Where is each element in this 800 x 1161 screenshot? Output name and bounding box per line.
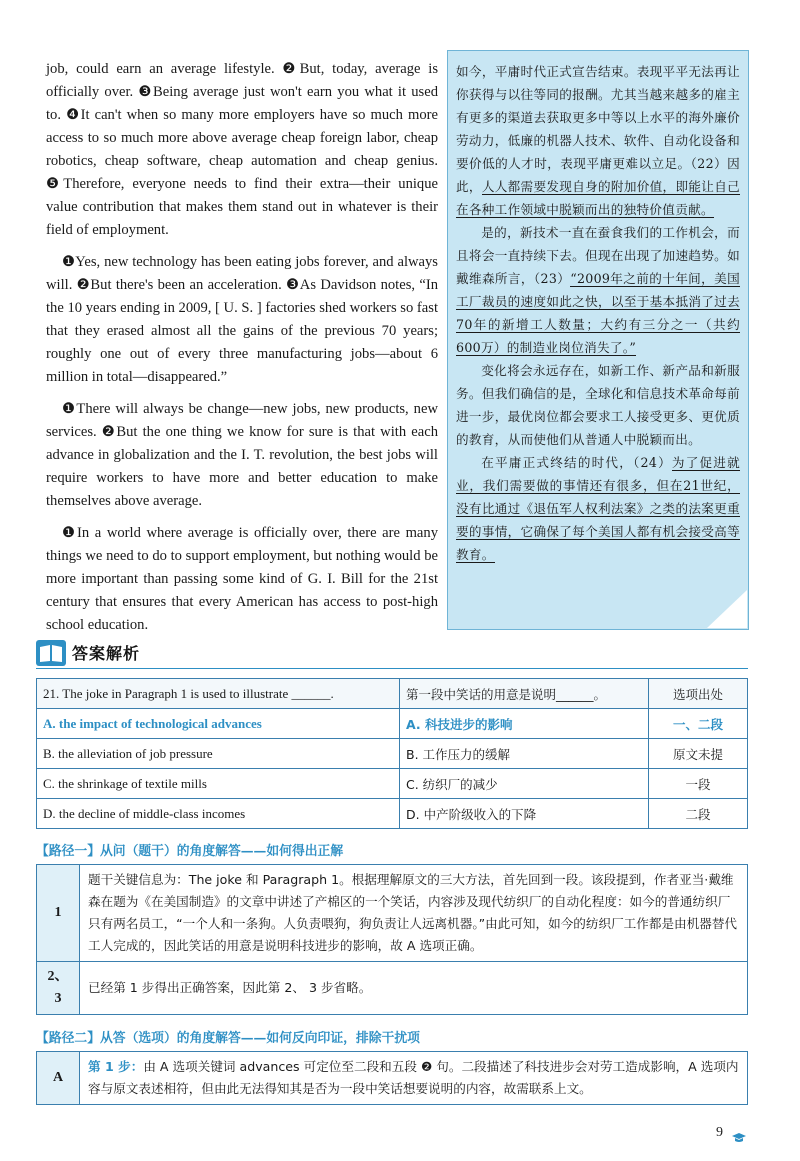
section-divider [36,668,748,669]
option-cn: B. 工作压力的缓解 [400,739,649,769]
option-cn: A. 科技进步的影响 [400,709,649,739]
option-cn: D. 中产阶级收入的下降 [400,799,649,829]
path-one-heading: 【路径一】从问（题干）的角度解答——如何得出正解 [36,844,344,859]
translation-paragraph-2 [456,221,740,359]
step-label: 第 1 步： [88,1059,144,1074]
option-source: 原文未提 [649,739,748,769]
option-source: 一段 [649,769,748,799]
table-row [37,865,748,962]
option-en: C. the shrinkage of textile mills [37,769,400,799]
option-en: B. the alleviation of job pressure [37,739,400,769]
source-header: 选项出处 [649,679,748,709]
option-en: A. the impact of technological advances [37,709,400,739]
translation-p2-underlined: “2009年之前的十年间，美国工厂裁员的速度如此之快，以至于基本抵消了过去70年的新增工人数量；大约有三分之一（共约600万）的制造业岗位消失了。” [456,271,740,355]
table-row [37,799,748,829]
english-paragraph-1: job, could earn an average lifestyle. ❷But, today, average is officially over. ❸Being average just won't earn you what it used to. ❹It can't when so many more employers have so much more access to so much more above average cheap foreign labor, cheap robotics, cheap software, cheap automation and cheap genius. ❺Therefore, everyone needs to find their extra—their unique value contribution that makes them stand out in whatever is their field of employment. [46,61,438,238]
translation-p2-text: 是的，新技术一直在蚕食我们的工作机会，而且将会一直持续下去。但现在出现了加速趋势。如戴维森所言，（23） [456,225,740,286]
english-paragraph-4: ❶In a world where average is officially over, there are many things we need to do to support employment, but nothing would be more important than passing some kind of G. I. Bill for the 21st century that ensures that every American has access to post-high school education. [46,525,438,633]
translation-p1-text: 如今，平庸时代正式宣告结束。表现平平无法再让你获得与以往等同的报酬。尤其当越来越多的雇主有更多的渠道去获取更多中等以上水平的海外廉价劳动力，低廉的机器人技术、软件、自动化设备和要价低的人才时，表现平庸更难以立足。（22）因此， [456,64,740,194]
translation-paragraph-1 [456,60,740,221]
question-cn: 第一段中笑话的用意是说明______。 [400,679,649,709]
step-key: 2、3 [37,962,80,1015]
table-row [37,1052,748,1105]
translation-p4-text: 在平庸正式终结的时代，（24） [481,455,672,470]
table-header-row [37,679,748,709]
english-paragraph-3: ❶There will always be change—new jobs, new products, new services. ❷But the one thing we know for sure is that with each advance in globalization and the I. T. revolution, the best jobs will require workers to have more and better education to make themselves above average. [46,401,438,509]
translation-text [456,60,740,566]
english-passage [46,58,438,646]
option-source: 二段 [649,799,748,829]
section-title: 答案解析 [72,644,141,663]
translation-paragraph-3: 变化将会永远存在，如新工作、新产品和新服务。但我们确信的是，全球化和信息技术革命每前进一步，最优岗位都会要求工人接受更多、更优质的教育，从而使他们从普通人中脱颖而出。 [456,363,740,447]
table-row [37,739,748,769]
page-curl-corner [707,590,747,628]
path-one-steps [36,864,748,1015]
translation-p4-underlined: 为了促进就业，我们需要做的事情还有很多，但在21世纪，没有比通过《退伍军人权利法案》之类的法案更重要的事情，它确保了每个美国人都有机会接受高等教育。 [456,455,741,562]
table-row [37,709,748,739]
step-text: 已经第 1 步得出正确答案，因此第 2、 3 步省略。 [80,962,748,1015]
table-row [37,769,748,799]
option-cn: C. 纺织厂的减少 [400,769,649,799]
translation-p1-underlined: 人人都需要发现自身的附加价值，即能让自己在各种工作领域中脱颖而出的独特价值贡献。 [456,179,740,217]
step-text: 题干关键信息为：The joke 和 Paragraph 1。根据理解原文的三大方法，首先回到一段。该段提到，作者亚当·戴维森在题为《在美国制造》的文章中讲述了产棉区的一个笑话，内容涉及现代纺织厂的自动化程度：如今的普通纺织厂只有两名员工，“一个人和一条狗。人负责喂狗，狗负责让人远离机器。”由此可知，如今的纺织厂工作都是由机器替代工人完成的，因此笑话的用意是说明科技进步的影响，故 A 选项正确。 [80,865,748,962]
table-row [37,962,748,1015]
step-key: 1 [37,865,80,962]
option-en: D. the decline of middle-class incomes [37,799,400,829]
path-two-heading: 【路径二】从答（选项）的角度解答——如何反向印证，排除干扰项 [36,1031,420,1046]
english-paragraph-2: ❶Yes, new technology has been eating jobs forever, and always will. ❷But there's been an acceleration. ❸As Davidson notes, “In the 10 years ending in 2009, [ U. S. ] factories shed workers so fast that they erased almost all the gains of the previous 70 years; roughly one out of every three manufacturing jobs—about 6 million in total—disappeared.” [46,254,438,385]
options-table [36,678,748,829]
graduation-cap-icon [732,1128,746,1138]
page-number: 9 [716,1125,723,1140]
translation-paragraph-4 [456,451,740,566]
book-icon [36,640,66,666]
question-en: 21. The joke in Paragraph 1 is used to illustrate ______. [37,679,400,709]
step-text [80,1052,748,1105]
path-two-steps [36,1051,748,1105]
step-body: 由 A 选项关键词 advances 可定位至二段和五段 ❷ 句。二段描述了科技进步会对劳工造成影响，A 选项内容与原文表述相符，但由此无法得知其是否为一段中笑话想要说明的内容，故需联系上文。 [88,1059,739,1096]
option-source: 一、二段 [649,709,748,739]
step-key: A [37,1052,80,1105]
